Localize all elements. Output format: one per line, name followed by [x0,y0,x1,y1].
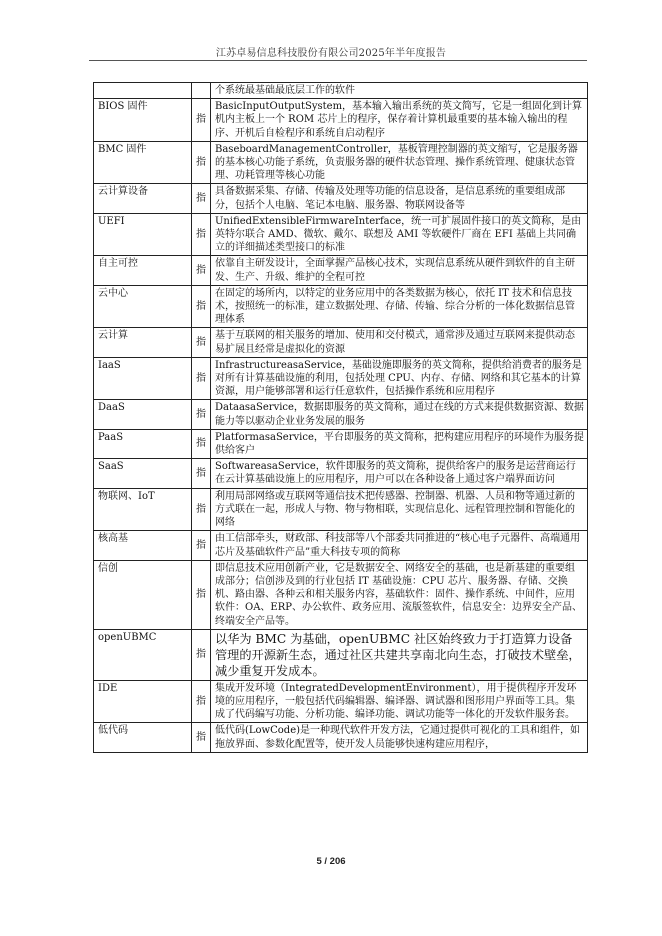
ref-cell: 指 [192,629,211,680]
term-cell: 自主可控 [94,256,192,285]
table-row [94,560,588,629]
header-divider [89,60,587,61]
definition-cell: 即信息技术应用创新产业，它是数据安全、网络安全的基础，也是新基建的重要组成部分；信创涉及到的行业包括 IT 基础设施：CPU 芯片、服务器、存储、交换机、路由器、各种云和相关服务内容，基础软件：固件、操作系统、中间件，应用软件：OA、ERP、办公软件、政务应用、流版签软件，信息安全：边界安全产品、终端安全产品等。 [211,560,588,629]
table-row [94,99,588,142]
ref-cell: 指 [192,184,211,213]
term-cell: IaaS [94,357,192,400]
table-row [94,285,588,328]
page-number: 5 / 206 [316,856,346,867]
definition-cell: 集成开发环境（IntegratedDevelopmentEnvironment），用于提供程序开发环境的应用程序，一般包括代码编辑器、编译器、调试器和图形用户界面等工具。集成了代码编写功能、分析功能、编译功能、调试功能等一体化的开发软件服务套。 [211,680,588,723]
definition-cell: InfrastructureasaService，基础设施即服务的英文简称，提供给消费者的服务是对所有计算基础设施的利用，包括处理 CPU、内存、存储、网络和其它基本的计算资源，用户能够部署和运行任意软件，包括操作系统和应用程序 [211,357,588,400]
term-cell: DaaS [94,400,192,429]
term-cell: 云计算 [94,328,192,357]
table-row [94,629,588,680]
table-row [94,83,588,99]
definition-cell: UnifiedExtensibleFirmwareInterface，统一可扩展固件接口的英文简称，是由英特尔联合 AMD、微软、戴尔、联想及 AMI 等软硬件厂商在 EFI 基础上共同确立的详细描述类型接口的标准 [211,213,588,256]
term-cell: UEFI [94,213,192,256]
ref-cell: 指 [192,213,211,256]
ref-cell: 指 [192,141,211,184]
definition-cell: BasicInputOutputSystem，基本输入输出系统的英文简写，它是一组固化到计算机内主板上一个 ROM 芯片上的程序，保存着计算机最重要的基本输入输出的程序、开机后自检程序和系统自启动程序 [211,99,588,142]
ref-cell: 指 [192,723,211,752]
ref-cell: 指 [192,459,211,488]
table-row [94,357,588,400]
table-row [94,256,588,285]
definition-cell: 在固定的场所内，以特定的业务应用中的各类数据为核心，依托 IT 技术和信息技术，按照统一的标准，建立数据处理、存储、传输、综合分析的一体化数据信息管理体系 [211,285,588,328]
term-cell: BIOS 固件 [94,99,192,142]
table-row [94,680,588,723]
page-header: 江苏卓易信息科技股份有限公司2025年半年度报告 [215,48,447,59]
definition-cell: 具备数据采集、存储、传输及处理等功能的信息设备，是信息系统的重要组成部分，包括个人电脑、笔记本电脑、服务器、物联网设备等 [211,184,588,213]
term-cell: SaaS [94,459,192,488]
term-cell: openUBMC [94,629,192,680]
ref-cell: 指 [192,488,211,531]
ref-cell: 指 [192,429,211,458]
ref-cell [192,83,211,99]
definition-cell: 个系统最基础最底层工作的软件 [211,83,588,99]
table-row [94,459,588,488]
table-row [94,531,588,560]
ref-cell: 指 [192,256,211,285]
definition-cell: 由工信部牵头，财政部、科技部等八个部委共同推进的“核心电子元器件、高端通用芯片及基础软件产品”重大科技专项的简称 [211,531,588,560]
ref-cell: 指 [192,680,211,723]
term-cell: BMC 固件 [94,141,192,184]
table-row [94,488,588,531]
definition-cell: SoftwareasaService，软件即服务的英文简称，提供给客户的服务是运营商运行在云计算基础设施上的应用程序，用户可以在各种设备上通过客户端界面访问 [211,459,588,488]
table-row [94,141,588,184]
ref-cell: 指 [192,285,211,328]
definition-cell: 利用局部网络或互联网等通信技术把传感器、控制器、机器、人员和物等通过新的方式联在一起，形成人与物、物与物相联，实现信息化、远程管理控制和智能化的网络 [211,488,588,531]
glossary-table [93,82,588,753]
definition-cell: DataasaService，数据即服务的英文简称，通过在线的方式来提供数据资源、数据能力等以驱动企业业务发展的服务 [211,400,588,429]
definition-cell: PlatformasaService，平台即服务的英文简称，把构建应用程序的环境作为服务提供给客户 [211,429,588,458]
ref-cell: 指 [192,531,211,560]
term-cell: 云计算设备 [94,184,192,213]
term-cell: 物联网、IoT [94,488,192,531]
definition-cell: BaseboardManagementController，基板管理控制器的英文缩写，它是服务器的基本核心功能子系统，负责服务器的硬件状态管理、操作系统管理、健康状态管理、功耗管理等核心功能 [211,141,588,184]
definition-cell: 基于互联网的相关服务的增加、使用和交付模式，通常涉及通过互联网来提供动态易扩展且经常是虚拟化的资源 [211,328,588,357]
ref-cell: 指 [192,560,211,629]
definition-cell: 低代码(LowCode)是一种现代软件开发方法，它通过提供可视化的工具和组件，如拖放界面、参数化配置等，使开发人员能够快速构建应用程序， [211,723,588,752]
table-row [94,213,588,256]
table-row [94,184,588,213]
term-cell: IDE [94,680,192,723]
term-cell: 云中心 [94,285,192,328]
term-cell: 低代码 [94,723,192,752]
term-cell: 核高基 [94,531,192,560]
term-cell: 信创 [94,560,192,629]
table-row [94,328,588,357]
table-row [94,429,588,458]
definition-cell: 依靠自主研发设计，全面掌握产品核心技术，实现信息系统从硬件到软件的自主研发、生产、升级、维护的全程可控 [211,256,588,285]
ref-cell: 指 [192,328,211,357]
term-cell: PaaS [94,429,192,458]
table-row [94,400,588,429]
table-row [94,723,588,752]
ref-cell: 指 [192,357,211,400]
ref-cell: 指 [192,99,211,142]
definition-cell: 以华为 BMC 为基础，openUBMC 社区始终致力于打造算力设备管理的开源新生态，通过社区共建共享南北向生态，打破技术壁垒，减少重复开发成本。 [211,629,588,680]
term-cell [94,83,192,99]
ref-cell: 指 [192,400,211,429]
